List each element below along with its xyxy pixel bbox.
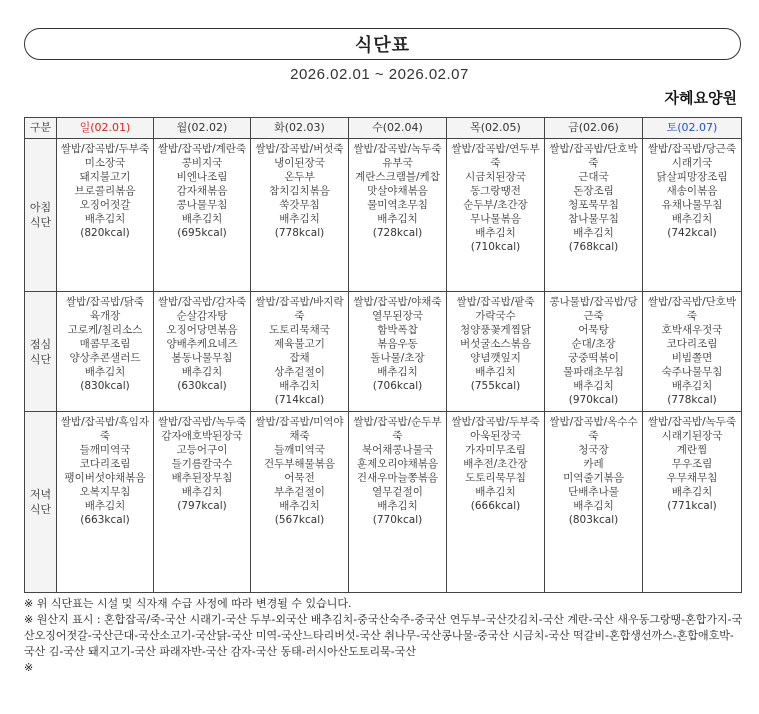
menu-item: 배추김치 [573, 227, 614, 239]
menu-item: 쌀밥/잡곡밥/당근죽 [647, 143, 737, 155]
header-row [25, 118, 742, 139]
menu-item: 근대국 [578, 171, 609, 183]
menu-table [24, 117, 742, 593]
menu-item: 코다리조림 [79, 458, 131, 470]
menu-item: 도토리묵무침 [465, 472, 526, 484]
menu-item: 고등어구이 [176, 444, 228, 456]
day-header: 일(02.01) [57, 118, 154, 139]
menu-item: 쌀밥/잡곡밥/녹두죽 [157, 416, 247, 428]
day-header: 토(02.07) [643, 118, 742, 139]
menu-item: 배추김치 [84, 366, 126, 379]
menu-item: 무나물볶음 [470, 213, 521, 225]
menu-item: 돈장조림 [573, 185, 614, 197]
meal-row [25, 139, 742, 292]
menu-item: (567kcal) [274, 514, 325, 526]
menu-item: 콩비지국 [181, 157, 223, 169]
menu-item: 열무된장국 [372, 310, 423, 323]
menu-item: (663kcal) [80, 514, 130, 526]
menu-cell [545, 139, 643, 292]
menu-item: 잡채 [289, 352, 310, 365]
menu-item: 가자미무조림 [465, 444, 526, 456]
menu-item: 돼지불고기 [79, 171, 131, 183]
menu-cell [643, 292, 742, 412]
menu-item: (666kcal) [470, 500, 521, 512]
menu-item: 양상추콘샐러드 [69, 352, 141, 365]
menu-item: 참나물무침 [568, 213, 619, 225]
menu-item: 미소장국 [84, 157, 126, 169]
organization-name: 자혜요양원 [664, 89, 737, 107]
menu-item: (710kcal) [470, 241, 521, 253]
menu-item: (970kcal) [568, 394, 619, 407]
day-header: 화(02.03) [251, 118, 349, 139]
menu-item: 배추김치 [181, 366, 223, 379]
menu-item: (770kcal) [372, 514, 423, 526]
menu-cell [349, 292, 447, 412]
menu-item: 계란찜 [676, 444, 708, 456]
menu-item: 배추김치 [671, 380, 713, 393]
menu-item: (803kcal) [568, 514, 619, 526]
menu-item: 배추김치 [181, 213, 223, 225]
meal-row [25, 292, 742, 412]
menu-item: 봄동나물무침 [171, 352, 233, 365]
menu-cell [57, 139, 154, 292]
menu-item: (630kcal) [177, 380, 227, 393]
menu-cell [447, 412, 545, 593]
menu-item: (797kcal) [177, 500, 227, 512]
menu-item: 온두부 [284, 171, 315, 183]
menu-item: 쌀밥/잡곡밥/순두부죽 [353, 416, 442, 442]
menu-item: 고로케/칠리소스 [67, 324, 143, 337]
menu-cell [447, 292, 545, 412]
note-line: ※ [24, 661, 34, 674]
menu-item: 제육불고기 [274, 338, 325, 351]
menu-item: 배추김치 [573, 500, 614, 512]
menu-cell [251, 292, 349, 412]
menu-cell [57, 292, 154, 412]
meal-label: 점심 식단 [25, 292, 57, 412]
title-box [24, 28, 741, 60]
menu-cell [643, 139, 742, 292]
corner-header: 구분 [25, 118, 57, 139]
menu-item: 쌀밥/잡곡밥/야채죽 [353, 296, 442, 309]
day-header: 금(02.06) [545, 118, 643, 139]
menu-item: 배추김치 [279, 380, 320, 393]
menu-item: 브로콜리볶음 [74, 185, 136, 197]
menu-item: 냉이된장국 [274, 157, 325, 169]
menu-item: 맛살야채볶음 [367, 185, 428, 197]
day-header: 목(02.05) [447, 118, 545, 139]
menu-item: 함박폭찹 [377, 324, 418, 337]
menu-item: 쌀밥/잡곡밥/옥수수죽 [549, 416, 638, 442]
menu-item: 육개장 [89, 310, 121, 323]
menu-item: 청포묵무침 [568, 199, 619, 211]
menu-item: 닭살피망장조림 [656, 171, 728, 183]
menu-item: 아욱된장국 [470, 430, 521, 442]
menu-item: 매콤무조림 [79, 338, 131, 351]
menu-item: (830kcal) [80, 380, 130, 393]
menu-item: 쌀밥/잡곡밥/녹두죽 [647, 416, 737, 428]
menu-item: 쌀밥/잡곡밥/바지락죽 [255, 296, 344, 323]
menu-item: 물파래초무침 [563, 366, 624, 379]
menu-item: 감자애호박된장국 [161, 430, 243, 442]
menu-item: 새송이볶음 [666, 185, 718, 197]
menu-cell [154, 139, 251, 292]
menu-item: 배추김치 [475, 366, 516, 379]
menu-item: 계란스크램블/케찹 [355, 171, 440, 183]
menu-item: 건두부해물볶음 [263, 458, 335, 470]
menu-item: 콩나물밥/잡곡밥/당근죽 [549, 296, 638, 323]
menu-item: (706kcal) [372, 380, 423, 393]
menu-item: 동그랑땡전 [470, 185, 521, 197]
menu-item: 감자채볶음 [176, 185, 228, 197]
menu-item: 배추된장무침 [171, 472, 233, 484]
menu-item: 순살감자탕 [176, 310, 228, 323]
menu-item: 청국장 [578, 444, 609, 456]
menu-item: 청양풍꽃게찜닭 [459, 324, 531, 337]
menu-item: 오징어당면볶음 [166, 324, 238, 337]
meal-row [25, 412, 742, 593]
menu-item: 쌀밥/잡곡밥/두부죽 [60, 143, 150, 155]
menu-item: 배추김치 [377, 500, 418, 512]
day-header: 월(02.02) [154, 118, 251, 139]
menu-item: 쌀밥/잡곡밥/연두부죽 [451, 143, 540, 169]
menu-item: 순두부/초간장 [463, 199, 528, 211]
menu-item: 콩나물무침 [176, 199, 228, 211]
page-title: 식단표 [354, 35, 411, 56]
day-header: 수(02.04) [349, 118, 447, 139]
menu-item: (820kcal) [80, 227, 130, 239]
menu-item: 호박새우젓국 [661, 324, 723, 337]
menu-item: 배추김치 [377, 213, 418, 225]
menu-item: 쌀밥/잡곡밥/단호박죽 [549, 143, 638, 169]
menu-item: 우무채무침 [666, 472, 718, 484]
menu-item: 배추김치 [377, 366, 418, 379]
menu-cell [251, 412, 349, 593]
menu-item: (714kcal) [274, 394, 325, 407]
menu-item: 어묵전 [284, 472, 315, 484]
menu-item: 오징어젓갈 [79, 199, 131, 211]
menu-item: 양념깻잎지 [470, 352, 521, 365]
note-line: ※ 원산지 표시 : 혼합잡곡/죽-국산 시래기-국산 두부-외국산 배추김치-중국산숙주-중국산 연두부-국산갓김치-국산 계란-국산 새우동그랑땡-혼합가지-국산오징어젓갈-국산근대-국산소고기-국산닭-국산 미역-국산느타리버섯-국산 취나무-국산콩나물-중국산 시금치-국산 떡갈비-혼합생선까스-혼합애호박-국산 김-국산 돼지고기-국산 파래자반-국산 감자-국산 동태-러시아산도토리묵-국산 [24, 613, 743, 658]
menu-item: 미역줄기볶음 [563, 472, 624, 484]
menu-item: 배추김치 [181, 486, 223, 498]
menu-cell [545, 292, 643, 412]
menu-cell [349, 139, 447, 292]
menu-item: 배추김치 [84, 500, 126, 512]
menu-item: 팽이버섯야채볶음 [64, 472, 146, 484]
menu-cell [57, 412, 154, 593]
menu-item: (768kcal) [568, 241, 619, 253]
menu-item: 쌀밥/잡곡밥/버섯죽 [255, 143, 344, 155]
menu-item: (778kcal) [667, 394, 717, 407]
menu-item: 비빔쫄면 [671, 352, 713, 365]
menu-item: 배추김치 [84, 213, 126, 225]
menu-item: 쌀밥/잡곡밥/단호박죽 [647, 296, 737, 323]
menu-item: 쌀밥/잡곡밥/닭죽 [65, 296, 145, 309]
menu-item: 배추김치 [671, 213, 713, 225]
menu-item: 배추김치 [279, 500, 320, 512]
menu-item: 부추겉절이 [274, 486, 325, 498]
note-line: ※ 위 식단표는 시설 및 식자재 수급 사정에 따라 변경될 수 있습니다. [24, 597, 352, 610]
menu-cell [154, 292, 251, 412]
menu-item: 비엔나조림 [176, 171, 228, 183]
menu-item: 버섯굴소스볶음 [459, 338, 531, 351]
menu-item: 돌나물/초장 [370, 352, 425, 365]
menu-cell [154, 412, 251, 593]
meal-label: 아침 식단 [25, 139, 57, 292]
menu-item: 쑥갓무침 [279, 199, 320, 211]
menu-item: 쌀밥/잡곡밥/계란죽 [157, 143, 247, 155]
menu-item: 열무겉절이 [372, 486, 423, 498]
menu-item: 양배추케요네즈 [166, 338, 238, 351]
menu-cell [447, 139, 545, 292]
menu-cell [251, 139, 349, 292]
menu-item: 오복지무침 [79, 486, 131, 498]
notes [24, 596, 744, 676]
menu-item: 쌀밥/잡곡밥/흑임자죽 [60, 416, 150, 442]
menu-item: 배추김치 [279, 213, 320, 225]
menu-item: 쌀밥/잡곡밥/미역야채죽 [255, 416, 344, 442]
menu-item: 훈제오리야채볶음 [356, 458, 439, 470]
menu-item: 단배추나물 [568, 486, 619, 498]
menu-item: 숙주나물무침 [661, 366, 723, 379]
menu-item: 배추김치 [475, 486, 516, 498]
menu-item: 가락국수 [475, 310, 516, 323]
menu-item: (742kcal) [667, 227, 717, 239]
menu-item: 어묵탕 [578, 324, 609, 337]
menu-item: 들기름칼국수 [171, 458, 233, 470]
menu-item: 카레 [583, 458, 604, 470]
meal-label: 저녁 식단 [25, 412, 57, 593]
menu-item: 궁중떡볶이 [568, 352, 619, 365]
menu-item: 참치김치볶음 [269, 185, 330, 197]
menu-item: 순대/초장 [571, 338, 616, 351]
menu-item: 들깨미역국 [79, 444, 131, 456]
menu-item: 들깨미역국 [274, 444, 325, 456]
menu-item: 시래기된장국 [661, 430, 723, 442]
menu-item: 도토리묵채국 [269, 324, 330, 337]
menu-item: (755kcal) [470, 380, 521, 393]
menu-item: (728kcal) [372, 227, 423, 239]
menu-cell [643, 412, 742, 593]
menu-item: 배추김치 [475, 227, 516, 239]
menu-item: 배추김치 [671, 486, 713, 498]
menu-item: 배추김치 [573, 380, 614, 393]
menu-cell [349, 412, 447, 593]
menu-item: 건새우마늘쫑볶음 [356, 472, 439, 484]
menu-item: 유채나물무침 [661, 199, 723, 211]
period: 2026.02.01 ~ 2026.02.07 [290, 66, 469, 83]
menu-cell [545, 412, 643, 593]
menu-item: 쌀밥/잡곡밥/감자죽 [157, 296, 247, 309]
menu-item: 쌀밥/잡곡밥/팥죽 [456, 296, 535, 309]
menu-item: 배추전/초간장 [463, 458, 528, 470]
menu-item: 시래기국 [671, 157, 713, 169]
menu-item: (778kcal) [274, 227, 325, 239]
menu-item: 무우조림 [671, 458, 713, 470]
menu-item: 볶음우동 [377, 338, 418, 351]
menu-item: 쌀밥/잡곡밥/두부죽 [451, 416, 540, 428]
menu-item: 시금치된장국 [465, 171, 526, 183]
menu-item: 상추겉절이 [274, 366, 325, 379]
menu-item: 북어채콩나물국 [361, 444, 433, 456]
menu-item: (695kcal) [177, 227, 227, 239]
menu-item: 쌀밥/잡곡밥/녹두죽 [353, 143, 442, 155]
menu-item: 물미역초무침 [367, 199, 428, 211]
menu-item: (771kcal) [667, 500, 717, 512]
menu-item: 코다리조림 [666, 338, 718, 351]
menu-item: 유부국 [382, 157, 413, 169]
